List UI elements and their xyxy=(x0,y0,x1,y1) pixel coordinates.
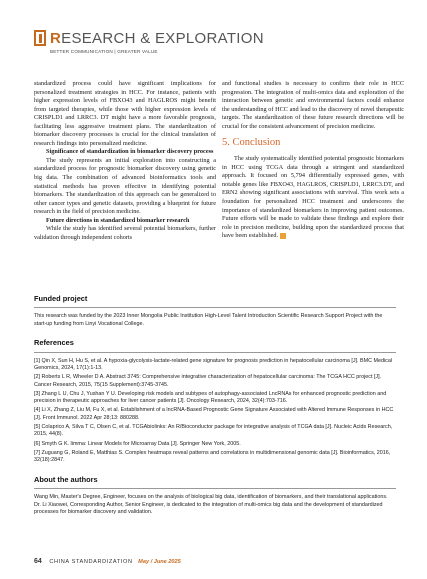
section-title: 5. Conclusion xyxy=(222,137,281,149)
section-banner-title: RESEARCH & EXPLORATION xyxy=(50,30,264,47)
back-matter xyxy=(34,295,396,516)
divider xyxy=(34,307,396,308)
issue-date: May / June 2025 xyxy=(138,559,181,565)
section-banner-subtitle: BETTER COMMUNICATION | GREATER VALUE xyxy=(50,49,158,54)
magazine-logo-icon xyxy=(34,30,46,46)
subheading: Significance of standardization in biomarker discovery process xyxy=(46,148,214,156)
divider xyxy=(34,352,396,353)
subheading: Future directions in standardized biomarker research xyxy=(46,216,190,224)
right-column xyxy=(222,80,404,241)
author-bio: Wang Min, Master's Degree, Engineer, focuses on the analysis of biological big data, identification of biomarkers, and their translational applications. xyxy=(34,494,388,501)
authors-block xyxy=(34,476,396,517)
funded-text: This research was funded by the 2023 Inner Mongolia Public Institution High-Level Talent Introduction Scientific Research Support Project with the start-up funding from Linyi Vocational College. xyxy=(34,313,383,327)
reference-item: [5] Colaprico A, Silva T C, Olsen C, et al. TCGAbiolinks: An R/Bioconductor package for integrative analysis of TCGA data [J]. Nucleic Acids Research, 2015, 44(8). xyxy=(34,424,393,438)
funded-project-block xyxy=(34,295,396,328)
body-paragraph: standardized process could have significant implications for personalized treatment strategies in HCC. For instance, patients with higher expression levels of FBXO43 and HAGLROS might benefit from targeted therapies, while those with higher expression levels of CRISPLD1 and LRRC3. DT might have a more favorable prognosis, facilitating less aggressive treatment plans. The standardization of biomarker discovery processes is crucial for the clinical translation of research findings into personalized medicine. xyxy=(34,80,216,147)
divider xyxy=(34,488,396,489)
body-paragraph: and functional studies is necessary to confirm their role in HCC progression. The integration of multi-omics data and exploration of the interaction between genetic and environmental factors could enhance the understanding of HCC and lead to the discovery of novel therapeutic targets. The standardization of these future research directions will be crucial for the consistent advancement of precision medicine. xyxy=(222,80,404,130)
reference-item: [3] Zhang L U, Chu J, Yushan Y U. Developing risk models and subtypes of autophagy-associated LncRNAs for enhanced prognostic prediction and precision in therapeutic approaches for liver cancer patients [J]. Oncology Research, 2024, 32(4):703-716. xyxy=(34,390,387,405)
magazine-name: CHINA STANDARDIZATION xyxy=(49,559,133,565)
reference-item: [1] Qin X, Sun H, Hu S, et al. A hypoxia-glycolysis-lactate-related gene signature for prognosis prediction in hepatocellular carcinoma [J]. BMC Medical Genomics, 2024, 17(1):1-13. xyxy=(34,357,393,372)
page-number: 64 xyxy=(34,558,42,565)
body-paragraph: While the study has identified several potential biomarkers, further validation through independent cohorts xyxy=(34,225,216,241)
author-bio: Dr. Li Xiaowei, Corresponding Author, Senior Engineer, is dedicated to the integration of multi-omics big data and the development of standardized processes for biomarker discovery and validation. xyxy=(34,501,383,515)
reference-item: [6] Smyth G K. limma: Linear Models for Microarray Data [J]. Springer New York, 2005. xyxy=(34,440,241,447)
funded-heading: Funded project xyxy=(34,294,88,303)
conclusion-paragraph: The study systematically identified potential prognostic biomarkers in HCC using TCGA data through a stringent and standardized approach. It focused on 5,794 differentially expressed genes, with notable genes like FBXO43, HAGLROS, CRISPLD1, LRRC3.DT, and ERN2 showing significant associations with survival. This work sets a foundation for personalized HCC treatment and underscores the importance of standardized biomarkers in improving patient outcomes. Future efforts will be made to validate these findings and explore their role in precision medicine, building upon the standardized process that have been established. xyxy=(222,155,404,240)
page-footer xyxy=(34,558,396,565)
body-paragraph: The study represents an initial exploration into constructing a standardized process for prognostic biomarker discovery using genetic big data. The combination of advanced bioinformatics tools and statistical methods has proven effective in identifying potential biomarkers. The standardization of this approach can be generalized to other cancer types and genetic datasets, providing a blueprint for future research in the field of precision medicine. xyxy=(34,156,216,216)
reference-item: [2] Roberts L R, Wheeler D A. Abstract 3745: Comprehensive integrative characterization of hepatocellular carcinoma: The TCGA HCC project [J]. Cancer Research, 2015, 75(15 Supplement):3745-3745. xyxy=(34,374,382,388)
references-block xyxy=(34,339,396,464)
reference-item: [4] Li X, Zhang Z, Liu M, Fu X, et al. Establishment of a lncRNA-Based Prognostic Gene Signature Associated with Altered Immune Responses in HCC [J]. Front Immunol. 2022 Apr 28;13: 880288. xyxy=(34,407,394,421)
magazine-header xyxy=(34,30,334,60)
left-column xyxy=(34,80,216,242)
reference-item: [7] Zuguang G, Roland E, Matthias S. Complex heatmaps reveal patterns and correlations in multidimensional genomic data [J]. Bioinformatics, 2016, 32(18):2847. xyxy=(34,449,391,464)
references-heading: References xyxy=(34,338,74,348)
authors-heading: About the authors xyxy=(34,474,98,484)
end-of-article-icon xyxy=(280,233,286,239)
